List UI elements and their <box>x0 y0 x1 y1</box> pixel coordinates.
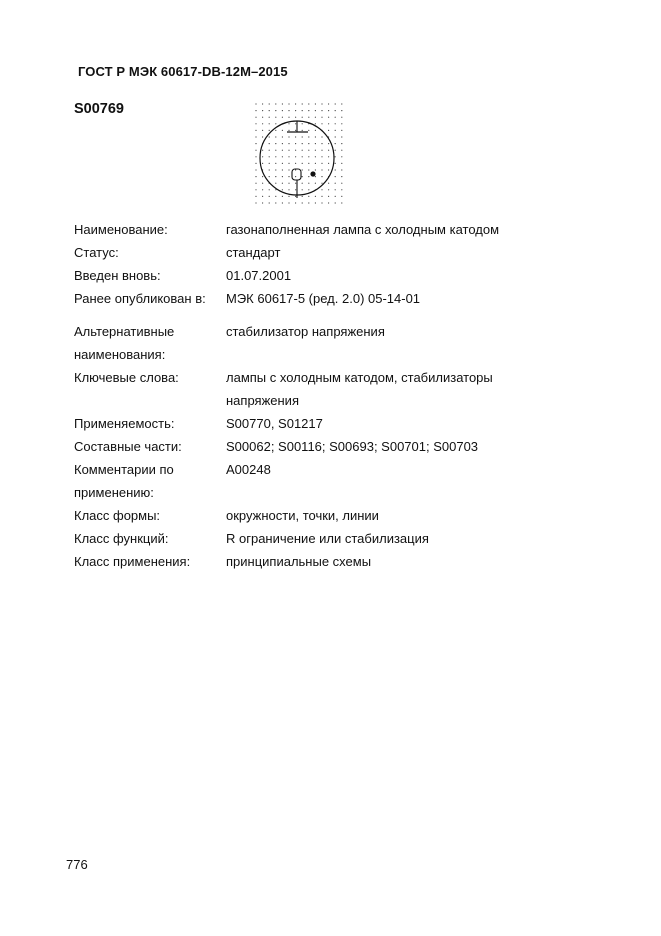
field-row-keywords <box>74 366 634 412</box>
field-row-application-class <box>74 550 634 573</box>
field-row-function-class <box>74 527 634 550</box>
field-label: Ранее опубликован в: <box>74 291 206 306</box>
field-label: Наименование: <box>74 222 168 237</box>
gas-filling-dot <box>310 171 315 176</box>
field-row-name <box>74 218 634 241</box>
field-label: Комментарии по применению: <box>74 462 174 500</box>
page-number: 776 <box>66 857 88 872</box>
field-label: Класс применения: <box>74 554 191 569</box>
field-row-application-notes <box>74 458 634 504</box>
grid-dots <box>255 103 342 203</box>
field-row-applicability <box>74 412 634 435</box>
field-value: R ограничение или стабилизация <box>226 531 429 546</box>
field-label: Введен вновь: <box>74 268 161 283</box>
field-row-status <box>74 241 634 264</box>
field-value: 01.07.2001 <box>226 268 292 283</box>
field-value: S00770, S01217 <box>226 416 323 431</box>
field-label: Класс формы: <box>74 508 161 523</box>
field-value: S00062; S00116; S00693; S00701; S00703 <box>226 439 479 454</box>
field-value: стандарт <box>226 245 281 260</box>
attribute-list <box>74 218 634 573</box>
field-row-introduced <box>74 264 634 287</box>
cathode-shape <box>292 169 301 180</box>
gas-filled-cold-cathode-lamp-symbol-icon <box>250 100 346 212</box>
field-label: Составные части: <box>74 439 182 454</box>
field-value: МЭК 60617-5 (ред. 2.0) 05-14-01 <box>226 291 421 306</box>
field-row-shape-class <box>74 504 634 527</box>
field-label: Ключевые слова: <box>74 370 179 385</box>
field-label: Альтернативные наименования: <box>74 324 175 362</box>
field-row-alternative-names <box>74 320 634 366</box>
field-value: газонаполненная лампа с холодным катодом <box>226 222 500 237</box>
field-value: стабилизатор напряжения <box>226 324 385 339</box>
document-header: ГОСТ Р МЭК 60617-DB-12M–2015 <box>78 64 288 79</box>
field-row-previously-published <box>74 287 634 310</box>
symbol-code: S00769 <box>74 101 124 117</box>
field-value: A00248 <box>226 462 271 477</box>
field-value: окружности, точки, линии <box>226 508 379 523</box>
field-label: Статус: <box>74 245 119 260</box>
field-label: Применяемость: <box>74 416 175 431</box>
field-row-components <box>74 435 634 458</box>
field-label: Класс функций: <box>74 531 169 546</box>
field-value: лампы с холодным катодом, стабилизаторы напряжения <box>226 370 493 408</box>
field-value: принципиальные схемы <box>226 554 372 569</box>
